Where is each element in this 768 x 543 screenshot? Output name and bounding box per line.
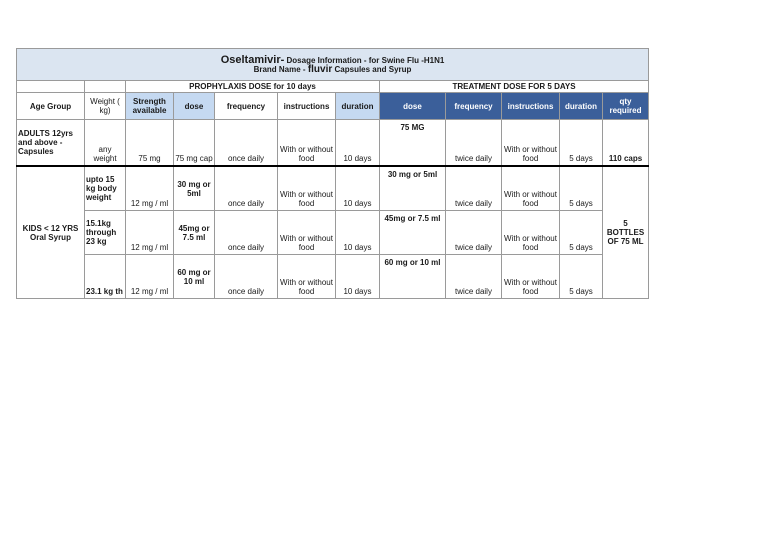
kids-prophylaxis-instructions: With or without food <box>278 166 336 211</box>
title-subtitle: Dosage Information - for Swine Flu -H1N1 <box>286 55 445 65</box>
table-row-kids-2 <box>17 211 649 255</box>
kids-treatment-instructions: With or without food <box>502 211 560 255</box>
header-prophylaxis-duration: duration <box>336 93 380 120</box>
table-row-kids-3 <box>17 255 649 299</box>
adults-treatment-instructions: With or without food <box>502 120 560 167</box>
kids-prophylaxis-duration: 10 days <box>336 255 380 299</box>
adults-prophylaxis-dose: 75 mg cap <box>174 120 215 167</box>
adults-weight: any weight <box>85 120 126 167</box>
header-prophylaxis-dose: dose <box>174 93 215 120</box>
kids-treatment-duration: 5 days <box>560 255 603 299</box>
kids-prophylaxis-dose: 45mg or 7.5 ml <box>174 211 215 255</box>
header-row <box>17 93 649 120</box>
adults-strength: 75 mg <box>126 120 174 167</box>
kids-treatment-dose: 60 mg or 10 ml <box>380 255 446 299</box>
dosage-table <box>16 48 649 299</box>
adults-qty-required: 110 caps <box>603 120 649 167</box>
section-row <box>17 81 649 93</box>
adults-age-group: ADULTS 12yrs and above -Capsules <box>17 120 85 167</box>
kids-prophylaxis-duration: 10 days <box>336 166 380 211</box>
drug-name: Oseltamivir- <box>220 53 285 66</box>
header-prophylaxis-instructions: instructions <box>278 93 336 120</box>
brand-prefix: Brand Name - <box>253 64 306 74</box>
header-treatment-duration: duration <box>560 93 603 120</box>
kids-strength: 12 mg / ml <box>126 166 174 211</box>
header-treatment-frequency: frequency <box>446 93 502 120</box>
kids-prophylaxis-dose: 30 mg or 5ml <box>174 166 215 211</box>
kids-qty-required: 5 BOTTLES OF 75 ML <box>603 166 649 299</box>
kids-prophylaxis-instructions: With or without food <box>278 255 336 299</box>
header-age-group: Age Group <box>17 93 85 120</box>
kids-prophylaxis-frequency: once daily <box>215 255 278 299</box>
header-treatment-dose: dose <box>380 93 446 120</box>
kids-treatment-duration: 5 days <box>560 211 603 255</box>
title-row <box>17 49 649 81</box>
kids-strength: 12 mg / ml <box>126 255 174 299</box>
adults-prophylaxis-duration: 10 days <box>336 120 380 167</box>
section-blank <box>17 81 85 93</box>
table-row-kids-1 <box>17 166 649 211</box>
kids-strength: 12 mg / ml <box>126 211 174 255</box>
kids-weight: 15.1kg through 23 kg <box>85 211 126 255</box>
adults-treatment-dose: 75 MG <box>380 120 446 167</box>
kids-prophylaxis-instructions: With or without food <box>278 211 336 255</box>
brand-suffix: Capsules and Syrup <box>334 64 412 74</box>
kids-treatment-dose: 45mg or 7.5 ml <box>380 211 446 255</box>
brand-name: fluvir <box>307 63 333 75</box>
kids-prophylaxis-dose: 60 mg or 10 ml <box>174 255 215 299</box>
title-cell <box>17 49 649 81</box>
section-blank <box>85 81 126 93</box>
kids-prophylaxis-duration: 10 days <box>336 211 380 255</box>
treatment-section-title: TREATMENT DOSE FOR 5 DAYS <box>380 81 649 93</box>
kids-treatment-instructions: With or without food <box>502 166 560 211</box>
kids-weight: upto 15 kg body weight <box>85 166 126 211</box>
table-row-adults <box>17 120 649 167</box>
kids-weight: 23.1 kg th <box>85 255 126 299</box>
kids-treatment-frequency: twice daily <box>446 211 502 255</box>
kids-prophylaxis-frequency: once daily <box>215 211 278 255</box>
header-weight: Weight ( kg) <box>85 93 126 120</box>
adults-treatment-frequency: twice daily <box>446 120 502 167</box>
kids-treatment-frequency: twice daily <box>446 166 502 211</box>
adults-treatment-duration: 5 days <box>560 120 603 167</box>
kids-treatment-instructions: With or without food <box>502 255 560 299</box>
adults-prophylaxis-frequency: once daily <box>215 120 278 167</box>
adults-prophylaxis-instructions: With or without food <box>278 120 336 167</box>
header-strength: Strength available <box>126 93 174 120</box>
header-qty-required: qty required <box>603 93 649 120</box>
dosage-sheet <box>16 48 648 299</box>
kids-treatment-dose: 30 mg or 5ml <box>380 166 446 211</box>
header-treatment-instructions: instructions <box>502 93 560 120</box>
kids-treatment-duration: 5 days <box>560 166 603 211</box>
header-prophylaxis-frequency: frequency <box>215 93 278 120</box>
kids-age-group: KIDS < 12 YRS Oral Syrup <box>17 166 85 299</box>
prophylaxis-section-title: PROPHYLAXIS DOSE for 10 days <box>126 81 380 93</box>
kids-prophylaxis-frequency: once daily <box>215 166 278 211</box>
kids-treatment-frequency: twice daily <box>446 255 502 299</box>
